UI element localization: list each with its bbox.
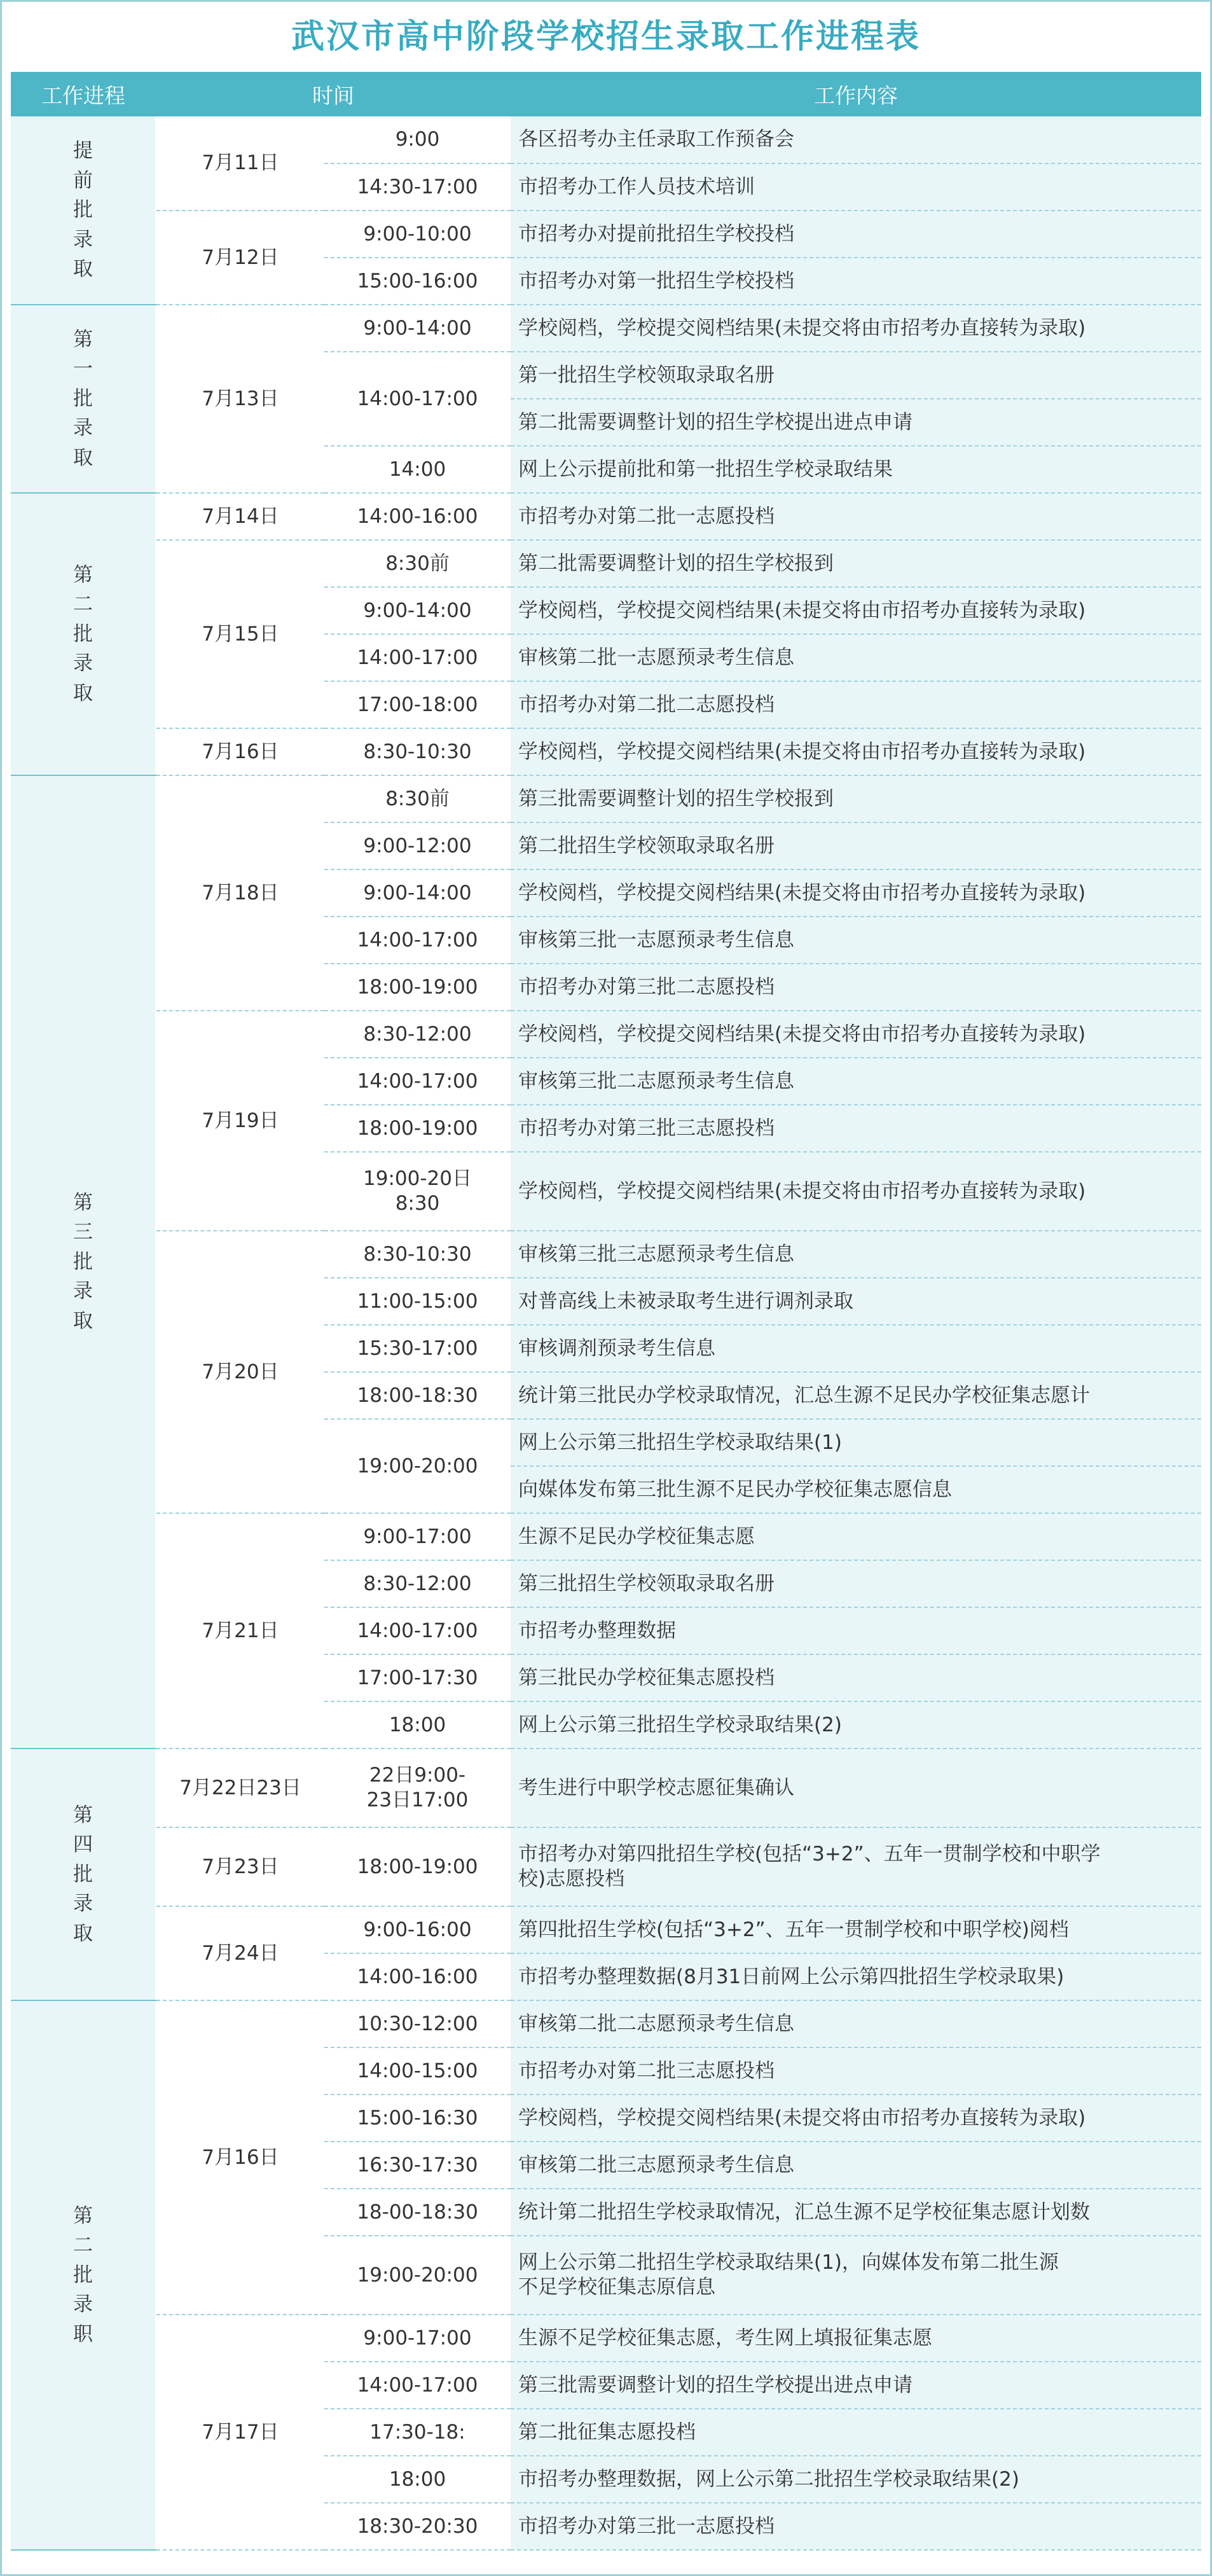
stage-cell: 第二批录职 (11, 2000, 156, 2550)
task-cell: 考生进行中职学校志愿征集确认 (511, 1748, 1201, 1827)
date-cell: 7月24日 (156, 1906, 324, 2000)
time-cell: 19:00-20日8:30 (324, 1152, 511, 1231)
time-cell: 14:00-17:00 (324, 352, 511, 446)
date-cell: 7月18日 (156, 775, 324, 1011)
time-cell: 14:00-17:00 (324, 917, 511, 964)
stage-cell: 第二批录取 (11, 493, 156, 775)
task-cell: 网上公示第三批招生学校录取结果(2) (511, 1701, 1201, 1748)
time-cell: 9:00-12:00 (324, 822, 511, 869)
time-cell: 10:30-12:00 (324, 2000, 511, 2047)
time-cell: 9:00 (324, 116, 511, 163)
date-cell: 7月16日 (156, 2000, 324, 2315)
task-cell: 市招考办整理数据，网上公示第二批招生学校录取结果(2) (511, 2456, 1201, 2503)
date-cell: 7月15日 (156, 540, 324, 728)
table-row (11, 540, 1201, 587)
date-cell: 7月13日 (156, 305, 324, 493)
time-cell: 15:30-17:00 (324, 1325, 511, 1372)
task-cell: 生源不足学校征集志愿，考生网上填报征集志愿 (511, 2315, 1201, 2362)
task-cell: 各区招考办主任录取工作预备会 (511, 116, 1201, 163)
task-cell: 第三批需要调整计划的招生学校报到 (511, 775, 1201, 822)
time-cell: 14:00-17:00 (324, 634, 511, 681)
table-row (11, 728, 1201, 775)
task-cell: 市招考办对第三批二志愿投档 (511, 964, 1201, 1011)
task-cell: 学校阅档，学校提交阅档结果(未提交将由市招考办直接转为录取) (511, 587, 1201, 634)
task-cell: 市招考办整理数据(8月31日前网上公示第四批招生学校录取果) (511, 1953, 1201, 2000)
task-cell: 市招考办对第二批一志愿投档 (511, 493, 1201, 540)
date-cell: 7月17日 (156, 2315, 324, 2550)
table-row (11, 1513, 1201, 1560)
time-cell: 8:30-10:30 (324, 728, 511, 775)
table-row (11, 1011, 1201, 1058)
task-cell: 网上公示第三批招生学校录取结果(1) (511, 1419, 1201, 1466)
time-cell: 16:30-17:30 (324, 2142, 511, 2189)
table-row (11, 211, 1201, 258)
time-cell: 8:30-12:00 (324, 1011, 511, 1058)
task-cell: 第二批招生学校领取录取名册 (511, 822, 1201, 869)
task-cell: 市招考办对第二批三志愿投档 (511, 2047, 1201, 2095)
task-cell: 第一批招生学校领取录取名册 (511, 352, 1201, 399)
time-cell: 15:00-16:00 (324, 258, 511, 305)
task-cell: 学校阅档，学校提交阅档结果(未提交将由市招考办直接转为录取) (511, 869, 1201, 917)
task-cell: 市招考办对提前批招生学校投档 (511, 211, 1201, 258)
table-row (11, 775, 1201, 822)
task-cell: 市招考办整理数据 (511, 1607, 1201, 1654)
task-cell: 学校阅档，学校提交阅档结果(未提交将由市招考办直接转为录取) (511, 728, 1201, 775)
table-row (11, 2000, 1201, 2047)
stage-cell: 第一批录取 (11, 305, 156, 493)
task-cell: 审核第二批二志愿预录考生信息 (511, 2000, 1201, 2047)
task-cell: 市招考办对第三批三志愿投档 (511, 1105, 1201, 1152)
task-cell: 学校阅档，学校提交阅档结果(未提交将由市招考办直接转为录取) (511, 1152, 1201, 1231)
task-cell: 统计第三批民办学校录取情况，汇总生源不足民办学校征集志愿计 (511, 1372, 1201, 1419)
task-cell: 市招考办对第三批一志愿投档 (511, 2503, 1201, 2550)
table-row (11, 305, 1201, 352)
time-cell: 9:00-14:00 (324, 305, 511, 352)
page-title: 武汉市高中阶段学校招生录取工作进程表 (291, 18, 921, 56)
date-cell: 7月16日 (156, 728, 324, 775)
time-cell: 18:00 (324, 2456, 511, 2503)
task-cell: 市招考办对第一批招生学校投档 (511, 258, 1201, 305)
stage-cell: 第四批录取 (11, 1748, 156, 2000)
table-row (11, 493, 1201, 540)
task-cell: 第二批需要调整计划的招生学校提出进点申请 (511, 399, 1201, 446)
time-cell: 22日9:00-23日17:00 (324, 1748, 511, 1827)
task-cell: 第四批招生学校(包括“3+2”、五年一贯制学校和中职学校)阅档 (511, 1906, 1201, 1953)
table-row (11, 1827, 1201, 1906)
stage-cell: 第三批录取 (11, 775, 156, 1748)
time-cell: 9:00-16:00 (324, 1906, 511, 1953)
date-cell: 7月11日 (156, 116, 324, 211)
task-cell: 审核调剂预录考生信息 (511, 1325, 1201, 1372)
task-cell: 网上公示第二批招生学校录取结果(1)，向媒体发布第二批生源不足学校征集志原信息 (511, 2236, 1201, 2315)
task-cell: 向媒体发布第三批生源不足民办学校征集志愿信息 (511, 1466, 1201, 1513)
time-cell: 9:00-14:00 (324, 587, 511, 634)
time-cell: 17:30-18: (324, 2409, 511, 2456)
time-cell: 9:00-14:00 (324, 869, 511, 917)
time-cell: 14:00-17:00 (324, 2362, 511, 2409)
task-cell: 审核第三批二志愿预录考生信息 (511, 1058, 1201, 1105)
task-cell: 市招考办对第四批招生学校(包括“3+2”、五年一贯制学校和中职学校)志愿投档 (511, 1827, 1201, 1906)
table-row (11, 2315, 1201, 2362)
task-cell: 审核第二批一志愿预录考生信息 (511, 634, 1201, 681)
time-cell: 9:00-10:00 (324, 211, 511, 258)
time-cell: 11:00-15:00 (324, 1278, 511, 1325)
time-cell: 19:00-20:00 (324, 1419, 511, 1513)
time-cell: 17:00-18:00 (324, 681, 511, 728)
date-cell: 7月21日 (156, 1513, 324, 1748)
table-header-row (11, 72, 1201, 116)
time-cell: 14:00-17:00 (324, 1058, 511, 1105)
date-cell: 7月20日 (156, 1231, 324, 1513)
task-cell: 学校阅档，学校提交阅档结果(未提交将由市招考办直接转为录取) (511, 305, 1201, 352)
task-cell: 第三批招生学校领取录取名册 (511, 1560, 1201, 1607)
time-cell: 15:00-16:30 (324, 2095, 511, 2142)
time-cell: 9:00-17:00 (324, 1513, 511, 1560)
time-cell: 18:00-19:00 (324, 1827, 511, 1906)
table-row (11, 1906, 1201, 1953)
time-cell: 18:30-20:30 (324, 2503, 511, 2550)
time-cell: 14:00 (324, 446, 511, 493)
task-cell: 第二批征集志愿投档 (511, 2409, 1201, 2456)
task-cell: 统计第二批招生学校录取情况，汇总生源不足学校征集志愿计划数 (511, 2189, 1201, 2236)
task-cell: 市招考办工作人员技术培训 (511, 163, 1201, 211)
task-cell: 学校阅档，学校提交阅档结果(未提交将由市招考办直接转为录取) (511, 1011, 1201, 1058)
table-row (11, 1231, 1201, 1278)
date-cell: 7月22日23日 (156, 1748, 324, 1827)
task-cell: 第三批民办学校征集志愿投档 (511, 1654, 1201, 1701)
stage-cell: 提前批录取 (11, 116, 156, 305)
time-cell: 17:00-17:30 (324, 1654, 511, 1701)
time-cell: 18:00-19:00 (324, 1105, 511, 1152)
time-cell: 8:30前 (324, 540, 511, 587)
time-cell: 14:30-17:00 (324, 163, 511, 211)
time-cell: 18:00 (324, 1701, 511, 1748)
date-cell: 7月23日 (156, 1827, 324, 1906)
header-content: 工作内容 (511, 72, 1201, 116)
task-cell: 对普高线上未被录取考生进行调剂录取 (511, 1278, 1201, 1325)
table-row (11, 116, 1201, 163)
task-cell: 第二批需要调整计划的招生学校报到 (511, 540, 1201, 587)
date-cell: 7月14日 (156, 493, 324, 540)
time-cell: 14:00-17:00 (324, 1607, 511, 1654)
task-cell: 网上公示提前批和第一批招生学校录取结果 (511, 446, 1201, 493)
task-cell: 审核第三批一志愿预录考生信息 (511, 917, 1201, 964)
time-cell: 14:00-15:00 (324, 2047, 511, 2095)
time-cell: 18:00-19:00 (324, 964, 511, 1011)
task-cell: 学校阅档，学校提交阅档结果(未提交将由市招考办直接转为录取) (511, 2095, 1201, 2142)
task-cell: 审核第二批三志愿预录考生信息 (511, 2142, 1201, 2189)
task-cell: 第三批需要调整计划的招生学校提出进点申请 (511, 2362, 1201, 2409)
header-stage: 工作进程 (11, 72, 156, 116)
task-cell: 审核第三批三志愿预录考生信息 (511, 1231, 1201, 1278)
time-cell: 8:30-12:00 (324, 1560, 511, 1607)
time-cell: 14:00-16:00 (324, 493, 511, 540)
date-cell: 7月12日 (156, 211, 324, 305)
time-cell: 8:30前 (324, 775, 511, 822)
time-cell: 9:00-17:00 (324, 2315, 511, 2362)
task-cell: 市招考办对第二批二志愿投档 (511, 681, 1201, 728)
time-cell: 8:30-10:30 (324, 1231, 511, 1278)
task-cell: 生源不足民办学校征集志愿 (511, 1513, 1201, 1560)
schedule-table (11, 72, 1201, 2551)
time-cell: 14:00-16:00 (324, 1953, 511, 2000)
header-time: 时间 (156, 72, 511, 116)
time-cell: 19:00-20:00 (324, 2236, 511, 2315)
date-cell: 7月19日 (156, 1011, 324, 1231)
time-cell: 18-00-18:30 (324, 2189, 511, 2236)
time-cell: 18:00-18:30 (324, 1372, 511, 1419)
table-row (11, 1748, 1201, 1827)
